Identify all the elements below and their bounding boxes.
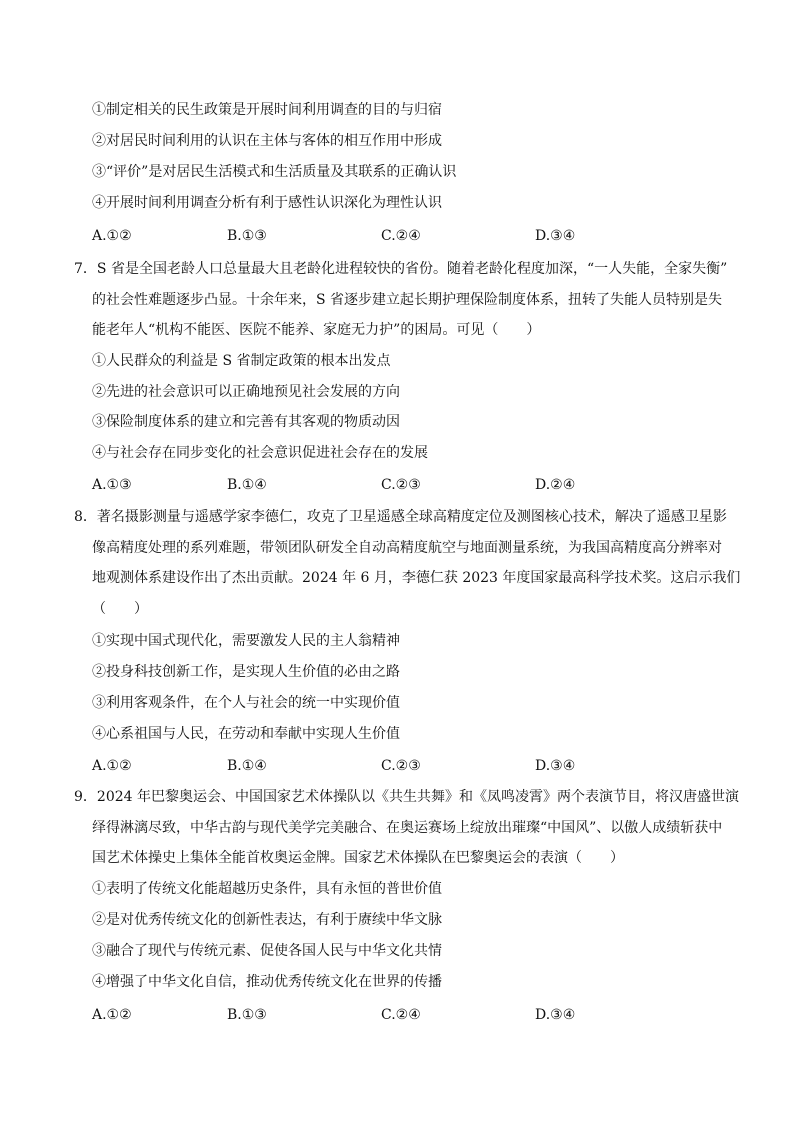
q6-option-c[interactable]: C.②④ [381, 228, 421, 244]
q9-statement-4: ④增强了中华文化自信，推动优秀传统文化在世界的传播 [92, 974, 442, 990]
q8-options [92, 757, 702, 775]
q7-stem-line-1: 7．S 省是全国老龄人口总量最大且老龄化进程较快的省份。随着老龄化程度加深，“一人失能，全家失衡” [74, 261, 728, 277]
q9-option-b[interactable]: B.①③ [227, 1007, 267, 1023]
q8-option-b[interactable]: B.①④ [227, 758, 267, 774]
q8-statement-4: ④心系祖国与人民，在劳动和奉献中实现人生价值 [92, 726, 400, 742]
q6-statement-3: ③“评价”是对居民生活模式和生活质量及其联系的正确认识 [92, 164, 457, 180]
q7-option-c[interactable]: C.②③ [381, 477, 421, 493]
q7-options [92, 476, 702, 494]
q7-stem-line-3: 能老年人“机构不能医、医院不能养、家庭无力护”的困局。可见（ ） [92, 322, 541, 338]
q7-stem-line-2: 的社会性难题逐步凸显。十余年来，S 省逐步建立起长期护理保险制度体系，扭转了失能人员特别是失 [92, 292, 723, 308]
q6-statement-2: ②对居民时间利用的认识在主体与客体的相互作用中形成 [92, 133, 442, 149]
q7-statement-4: ④与社会存在同步变化的社会意识促进社会存在的发展 [92, 445, 428, 461]
q6-option-a[interactable]: A.①② [92, 228, 132, 244]
q8-statement-3: ③利用客观条件，在个人与社会的统一中实现价值 [92, 695, 400, 711]
q7-statement-1: ①人民群众的利益是 S 省制定政策的根本出发点 [92, 353, 391, 369]
q9-options [92, 1006, 702, 1024]
q8-option-d[interactable]: D.③④ [535, 758, 576, 774]
q8-stem-line-3: 地观测体系建设作出了杰出贡献。2024 年 6 月，李德仁获 2023 年度国家最高科学技术奖。这启示我们 [92, 570, 741, 586]
q8-statement-2: ②投身科技创新工作，是实现人生价值的必由之路 [92, 664, 400, 680]
q8-option-c[interactable]: C.②③ [381, 758, 421, 774]
q6-option-d[interactable]: D.③④ [535, 228, 576, 244]
q7-option-d[interactable]: D.②④ [535, 477, 576, 493]
q6-options [92, 227, 702, 245]
q8-stem-line-1: 8．著名摄影测量与遥感学家李德仁，攻克了卫星遥感全球高精度定位及测图核心技术，解决了遥感卫星影 [74, 509, 727, 525]
q8-stem-line-2: 像高精度处理的系列难题，带领团队研发全自动高精度航空与地面测量系统，为我国高精度高分辨率对 [92, 540, 722, 556]
q7-option-a[interactable]: A.①③ [92, 477, 132, 493]
q9-option-c[interactable]: C.②④ [381, 1007, 421, 1023]
q6-statement-1: ①制定相关的民生政策是开展时间利用调查的目的与归宿 [92, 102, 442, 118]
q9-statement-1: ①表明了传统文化能超越历史条件，具有永恒的普世价值 [92, 881, 442, 897]
q9-stem-line-3: 国艺术体操史上集体全能首枚奥运金牌。国家艺术体操队在巴黎奥运会的表演（ ） [92, 850, 624, 866]
q7-option-b[interactable]: B.①④ [227, 477, 267, 493]
q9-statement-3: ③融合了现代与传统元素、促使各国人民与中华文化共情 [92, 943, 442, 959]
q6-option-b[interactable]: B.①③ [227, 228, 267, 244]
q9-option-d[interactable]: D.③④ [535, 1007, 576, 1023]
q7-statement-3: ③保险制度体系的建立和完善有其客观的物质动因 [92, 414, 400, 430]
q9-stem-line-1: 9．2024 年巴黎奥运会、中国国家艺术体操队以《共生共舞》和《凤鸣凌霄》两个表演节目，将汉唐盛世演 [74, 789, 739, 805]
q8-stem-line-4: （ ） [92, 601, 148, 617]
q9-stem-line-2: 绎得淋漓尽致，中华古韵与现代美学完美融合、在奥运赛场上绽放出璀璨“中国风”、以傲人成绩斩获中 [92, 820, 723, 836]
q9-option-a[interactable]: A.①② [92, 1007, 132, 1023]
q6-statement-4: ④开展时间利用调查分析有利于感性认识深化为理性认识 [92, 195, 442, 211]
q8-statement-1: ①实现中国式现代化，需要激发人民的主人翁精神 [92, 633, 400, 649]
q7-statement-2: ②先进的社会意识可以正确地预见社会发展的方向 [92, 384, 400, 400]
q9-statement-2: ②是对优秀传统文化的创新性表达，有利于赓续中华文脉 [92, 912, 442, 928]
q8-option-a[interactable]: A.①② [92, 758, 132, 774]
